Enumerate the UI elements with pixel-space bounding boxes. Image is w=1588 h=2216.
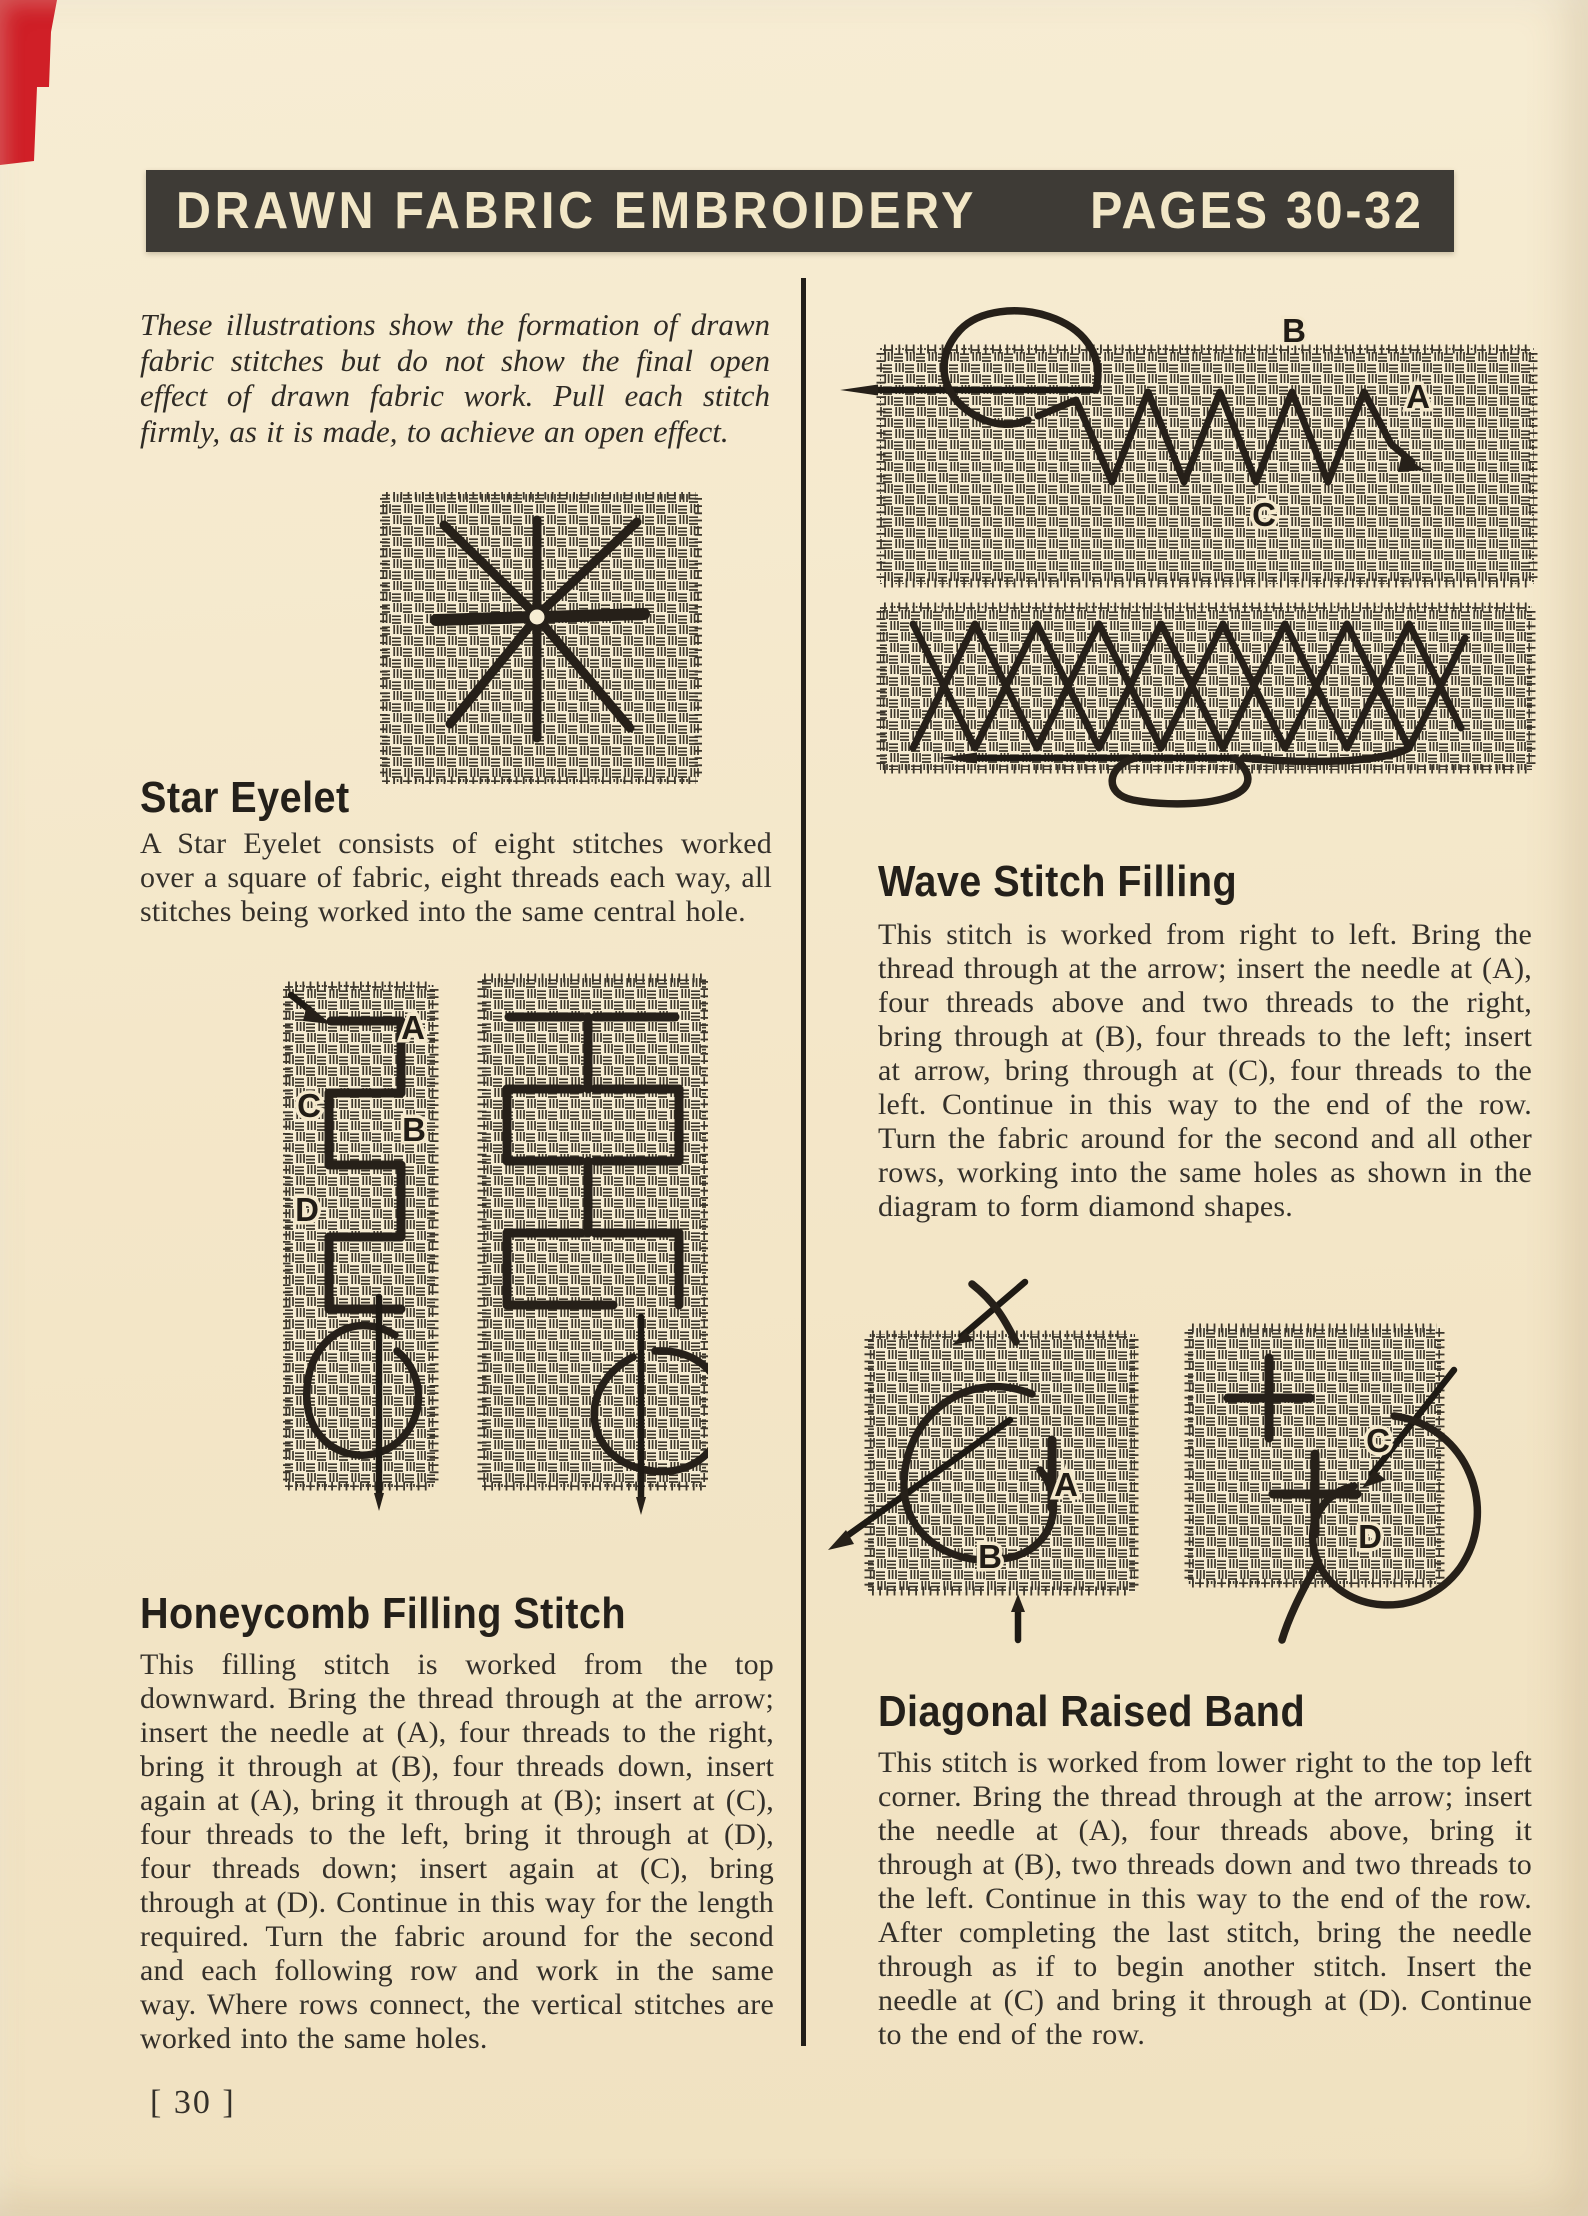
wave-figure-2 <box>855 598 1540 815</box>
wave-heading: Wave Stitch Filling <box>878 856 1238 906</box>
star-eyelet-heading: Star Eyelet <box>140 772 350 822</box>
star-eyelet-diagram <box>380 492 702 784</box>
figure-label-c: C <box>297 1087 321 1124</box>
figure-label-b: B <box>978 1538 1002 1575</box>
honeycomb-heading: Honeycomb Filling Stitch <box>140 1588 627 1638</box>
section-header-bar <box>146 170 1454 252</box>
needle-tip-icon <box>636 1497 646 1515</box>
diagonal-paragraph: This stitch is worked from lower right to the top left corner. Bring the thread through at the arrow; insert the needle at (A), four threads above, bring it through at (B), two threads down and two threads to the left. Continue in this way to the end of the row. After completing the last stitch, bring the needle through as if to begin another stitch. Insert the needle at (C) and bring it through at (D). Continue to the end of the row. <box>878 1746 1532 2051</box>
wave-diagram-1 <box>838 296 1540 588</box>
central-hole <box>528 608 546 626</box>
start-arrowhead-icon <box>1011 1594 1025 1612</box>
figure-label-d: D <box>295 1191 319 1228</box>
figure-label-c: C <box>1252 496 1276 533</box>
header-title: DRAWN FABRIC EMBROIDERY <box>176 182 978 240</box>
star-eyelet-paragraph: A Star Eyelet consists of eight stitches worked over a square of fabric, eight threads each way, all stitches being worked into the same central hole. <box>140 827 772 928</box>
wave-diagram-2 <box>855 598 1540 810</box>
scan-corner-red <box>0 0 58 166</box>
fabric-swatch <box>880 348 1534 584</box>
figure-label-b: B <box>1282 312 1306 349</box>
header-pages-label: PAGES 30-32 <box>1090 182 1424 240</box>
diagonal-heading: Diagonal Raised Band <box>878 1686 1306 1736</box>
figure-label-b: B <box>402 1111 426 1148</box>
intro-paragraph: These illustrations show the formation of drawn fabric stitches but do not show the final open effect of drawn fabric work. Pull each stitch firmly, as it is made, to achieve an open effect. <box>140 307 770 449</box>
diagonal-band-figure <box>820 1272 1560 1663</box>
wave-paragraph: This stitch is worked from right to left. Bring the thread through at the arrow; insert the needle at (A), four threads above and two threads to the right, bring through at (B), four threads to the left; insert at arrow, bring through at (C), four threads to the left. Continue in this way to the end of the row. Turn the fabric around for the second and all other rows, working into the same holes as shown in the diagram to form diamond shapes. <box>878 918 1532 1223</box>
honeycomb-paragraph: This filling stitch is worked from the top downward. Bring the thread through at the arrow; insert the needle at (A), four threads to the right, bring it through at (B), four threads down, insert again at (A), bring it through at (B); insert at (C), four threads to the left, bring it through at (D), four threads down; insert again at (C), bring through at (D). Continue in this way for the length required. Turn the fabric around for the second and each following row and work in the same way. Where rows connect, the vertical stitches are worked into the same holes. <box>140 1648 774 2055</box>
figure-label-a: A <box>1054 1466 1078 1503</box>
column-divider <box>801 278 806 2046</box>
figure-label-d: D <box>1358 1518 1382 1555</box>
figure-label-a: A <box>401 1009 425 1046</box>
diagonal-band-diagram <box>820 1272 1560 1658</box>
page-number: [ 30 ] <box>150 2084 236 2121</box>
needle-tip-icon <box>840 385 878 396</box>
honeycomb-figure <box>283 955 708 1522</box>
wave-figure-1 <box>838 296 1540 593</box>
figure-label-a: A <box>1406 378 1430 415</box>
star-eyelet-figure <box>380 492 702 789</box>
figure-label-c: C <box>1366 1422 1390 1459</box>
honeycomb-diagram <box>283 955 708 1517</box>
needle-tip-icon <box>374 1493 384 1511</box>
